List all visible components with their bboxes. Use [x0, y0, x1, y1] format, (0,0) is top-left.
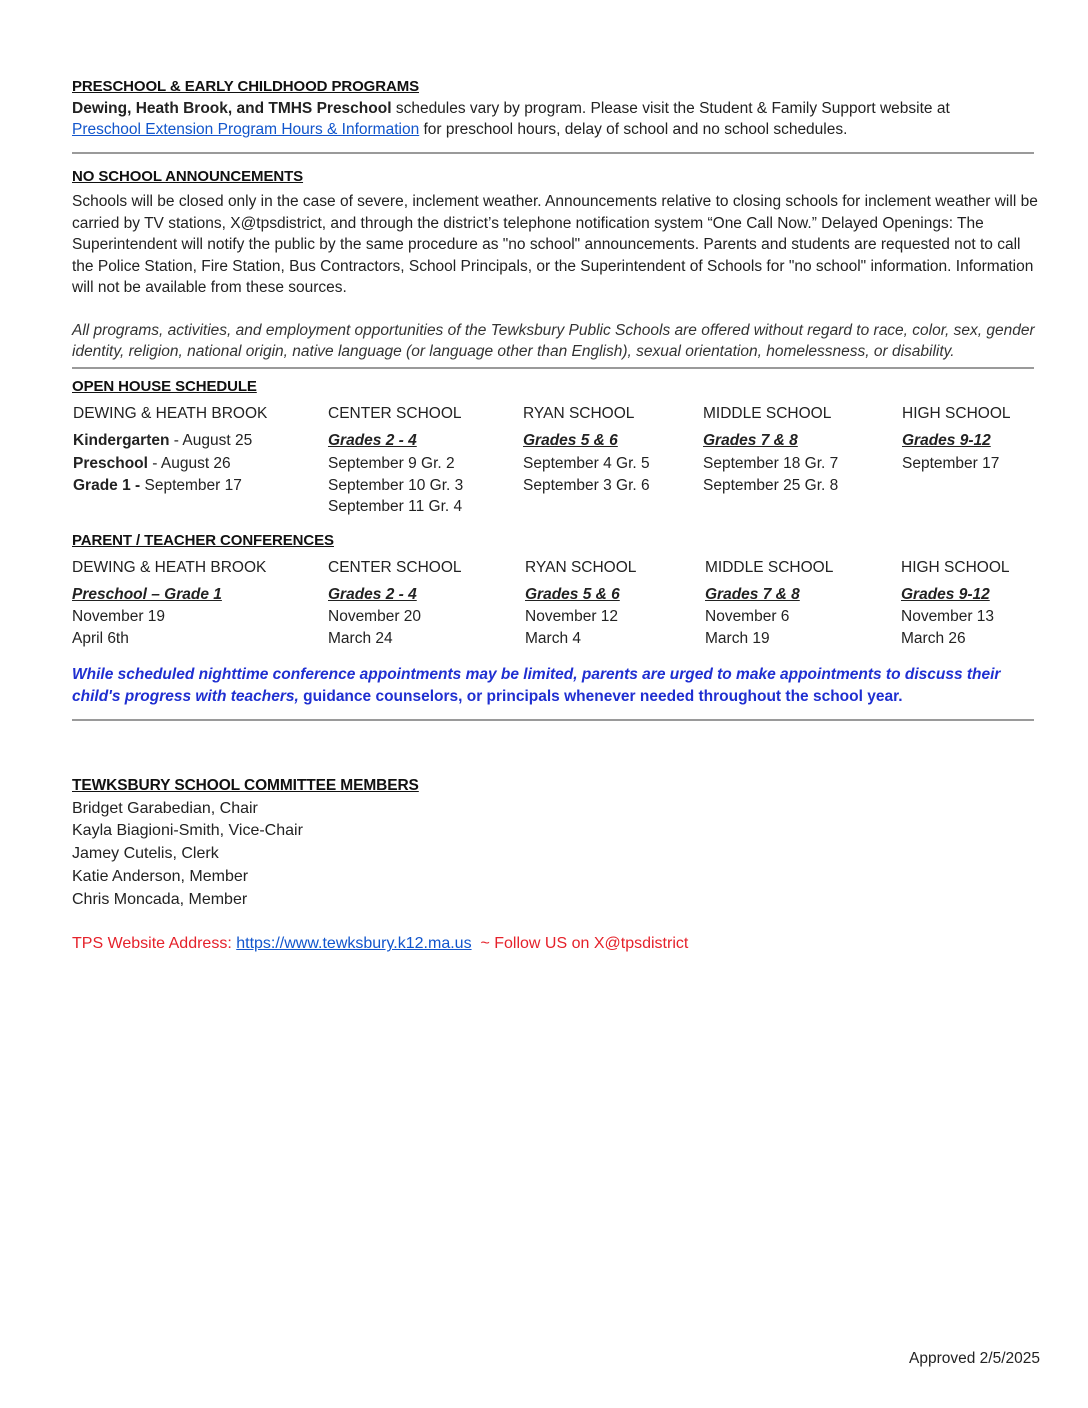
date: - August 25 — [169, 431, 253, 449]
date: - August 26 — [147, 455, 231, 472]
committee-section — [72, 775, 1038, 911]
dewing-entry — [72, 475, 328, 497]
school-name: CENTER SCHOOL — [328, 559, 462, 576]
date: November 19 — [72, 608, 166, 625]
grade-label: Preschool — [73, 455, 148, 472]
open-house-heading: OPEN HOUSE SCHEDULE — [72, 377, 257, 395]
follow-us-text: ~ Follow US on X@tpsdistrict — [471, 935, 689, 953]
committee-member: Bridget Garabedian, Chair — [72, 799, 258, 817]
date: September 17 — [902, 455, 1000, 472]
school-name: RYAN SCHOOL — [523, 405, 635, 422]
date: March 4 — [525, 629, 581, 647]
date: September 25 Gr. 8 — [703, 476, 839, 494]
document-page — [72, 76, 1038, 955]
open-house-section — [72, 376, 1038, 518]
school-name: DEWING & HEATH BROOK — [73, 405, 268, 422]
open-house-table — [72, 403, 1038, 518]
dewing-entry — [72, 453, 328, 475]
website-link[interactable]: https://www.tewksbury.k12.ma.us — [236, 935, 472, 953]
divider — [72, 719, 1034, 721]
committee-member: Chris Moncada, Member — [72, 890, 248, 908]
date: March 24 — [328, 629, 393, 647]
preschool-text-1: schedules vary by program. Please visit the Student & Family Support website at — [391, 99, 950, 117]
school-name: HIGH SCHOOL — [902, 405, 1011, 422]
preschool-paragraph — [72, 98, 1038, 141]
preschool-heading: PRESCHOOL & EARLY CHILDHOOD PROGRAMS — [72, 78, 419, 95]
preschool-bold-lead: Dewing, Heath Brook, and TMHS Preschool — [72, 99, 392, 117]
grade-header: Grades 7 & 8 — [703, 431, 798, 449]
committee-heading: TEWKSBURY SCHOOL COMMITTEE MEMBERS — [72, 777, 419, 794]
preschool-section — [72, 76, 1038, 141]
school-name: RYAN SCHOOL — [525, 559, 637, 576]
conference-note — [72, 664, 1032, 707]
date: November 20 — [328, 608, 422, 625]
grade-header: Grades 9-12 — [901, 585, 990, 603]
preschool-text-2: for preschool hours, delay of school and no school schedules. — [419, 121, 848, 138]
date: September 11 Gr. 4 — [328, 498, 463, 515]
grade-label: Kindergarten — [73, 431, 170, 449]
date: November 12 — [525, 608, 619, 625]
date: September 3 Gr. 6 — [523, 476, 650, 494]
grade-header: Grades 2 - 4 — [328, 431, 417, 449]
school-name: MIDDLE SCHOOL — [705, 559, 834, 576]
grade-header: Preschool – Grade 1 — [72, 585, 222, 603]
divider — [72, 152, 1034, 154]
committee-member: Jamey Cutelis, Clerk — [72, 845, 219, 863]
date: September 17 — [140, 476, 242, 494]
date: March 19 — [705, 629, 770, 647]
approved-date: Approved 2/5/2025 — [909, 1350, 1040, 1367]
divider — [72, 367, 1034, 369]
website-line — [72, 933, 1038, 955]
school-name: HIGH SCHOOL — [901, 559, 1010, 576]
date: September 10 Gr. 3 — [328, 476, 464, 494]
conference-note-italic: While scheduled nighttime conference appointments may be limited, parents are urged to make appointments to discuss their child's progress with teachers, — [72, 666, 1001, 705]
website-label: TPS Website Address: — [72, 935, 237, 953]
no-school-heading: NO SCHOOL ANNOUNCEMENTS — [72, 167, 304, 185]
conferences-heading: PARENT / TEACHER CONFERENCES — [72, 531, 334, 549]
conference-note-plain: guidance counselors, or principals whenever needed throughout the school year. — [298, 687, 903, 705]
grade-header: Grades 5 & 6 — [525, 585, 620, 603]
date: November 6 — [705, 608, 790, 625]
dewing-entry — [72, 430, 328, 452]
grade-header: Grades 9-12 — [902, 431, 991, 449]
date: September 9 Gr. 2 — [328, 455, 455, 472]
date: November 13 — [901, 608, 995, 625]
school-name: CENTER SCHOOL — [328, 405, 462, 422]
conferences-table — [72, 557, 1038, 649]
date: March 26 — [901, 629, 966, 647]
school-name: MIDDLE SCHOOL — [703, 405, 832, 422]
grade-header: Grades 7 & 8 — [705, 585, 800, 603]
no-school-section — [72, 166, 1038, 363]
conferences-section — [72, 530, 1038, 708]
school-name: DEWING & HEATH BROOK — [72, 559, 267, 576]
preschool-extension-link[interactable]: Preschool Extension Program Hours & Information — [72, 121, 420, 138]
date: April 6th — [72, 629, 129, 647]
grade-header: Grades 5 & 6 — [523, 431, 618, 449]
committee-member: Kayla Biagioni-Smith, Vice-Chair — [72, 822, 303, 840]
grade-header: Grades 2 - 4 — [328, 585, 417, 603]
grade-label: Grade 1 - — [73, 476, 141, 494]
committee-member: Katie Anderson, Member — [72, 867, 249, 885]
no-school-body: Schools will be closed only in the case of severe, inclement weather. Announcements relative to closing schools for inclement weather will be carried by TV stations, X@tpsdistrict, and through the district’s telephone notification system “One Call Now.” Delayed Openings: The Superintendent will notify the public by the same procedure as "no school" announcements. Parents and students are requested not to call the Police Station, Fire Station, Bus Contractors, School Principals, or the Superintendent of Schools for "no school" information. Information will not be available from these sources. — [72, 193, 1038, 296]
date: September 4 Gr. 5 — [523, 455, 650, 472]
date: September 18 Gr. 7 — [703, 455, 839, 472]
nondiscrimination-statement: All programs, activities, and employment opportunities of the Tewksbury Public Schools are offered without regard to race, color, sex, gender identity, religion, national origin, native language (or language other than English), sexual orientation, homelessness, or disability. — [72, 321, 1035, 360]
